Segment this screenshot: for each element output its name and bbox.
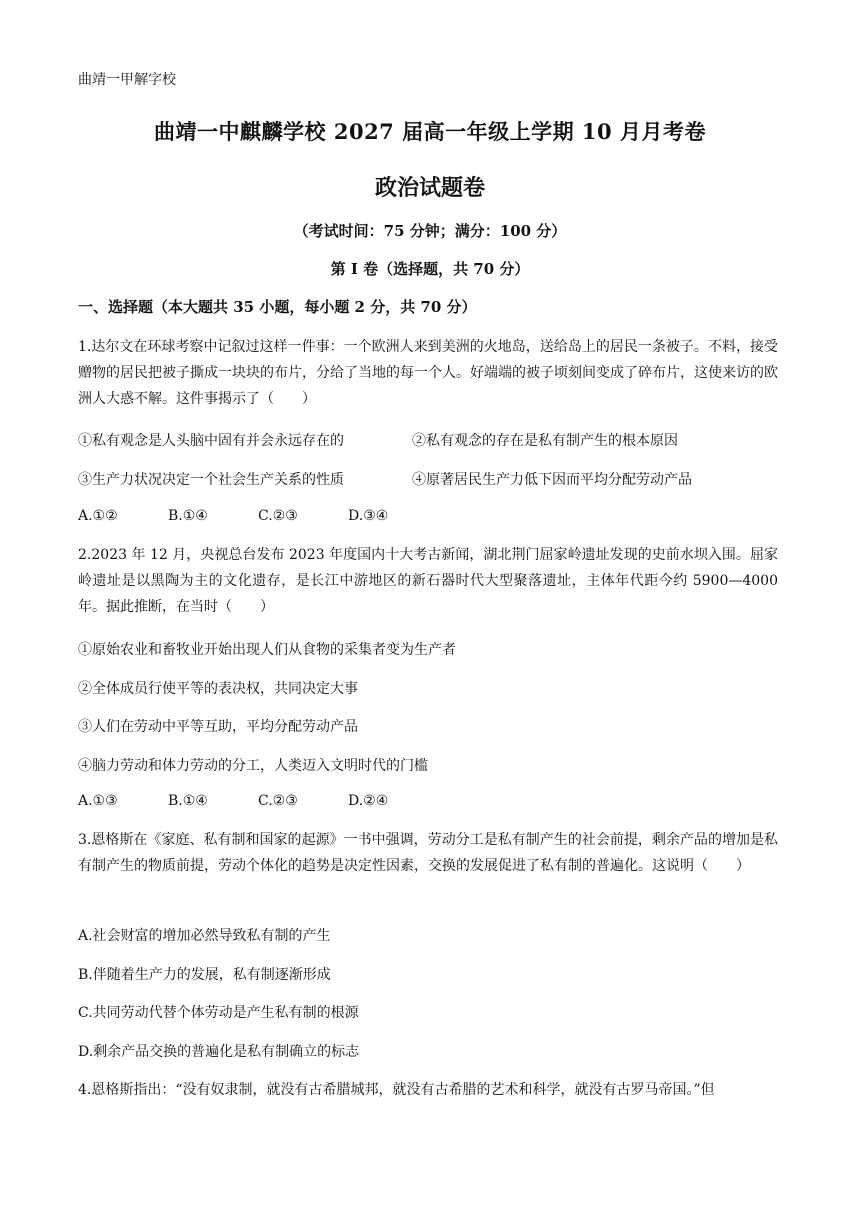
question-2-choices — [78, 793, 438, 809]
choice: C.②③ — [258, 508, 298, 524]
exam-info: （考试时间：75 分钟；满分：100 分） — [293, 222, 567, 240]
statement: ④脑力劳动和体力劳动的分工，人类迈入文明时代的门槛 — [78, 758, 428, 774]
question-3-stem: 3.恩格斯在《家庭、私有制和国家的起源》一书中强调，劳动分工是私有制产生的社会前提，剩余产品的增加是私有制产生的物质前提，劳动个体化的趋势是决定性因素，交换的发展促进了私有制的普遍化。这说明（ ） — [78, 832, 778, 874]
question-4-stem: 4.恩格斯指出：“没有奴隶制，就没有古希腊城邦，就没有古希腊的艺术和科学，就没有古罗马帝国。”但 — [78, 1082, 715, 1098]
question-1-statements-row-1 — [78, 430, 678, 450]
question-1-stem: 1.达尔文在环球考察中记叙过这样一件事：一个欧洲人来到美洲的火地岛，送给岛上的居民一条被子。不料，接受赠物的居民把被子撕成一块块的布片，分给了当地的每一个人。好端端的被子顷刻间变成了碎布片，这使来访的欧洲人大惑不解。这件事揭示了（ ） — [78, 339, 778, 407]
option: A.社会财富的增加必然导致私有制的产生 — [78, 928, 331, 944]
choice: B.①④ — [168, 793, 208, 809]
statement: ②全体成员行使平等的表决权，共同决定大事 — [78, 681, 358, 697]
exam-subtitle: 政治试题卷 — [374, 175, 485, 201]
option: D.剩余产品交换的普遍化是私有制确立的标志 — [78, 1044, 360, 1060]
question-2-stem: 2.2023 年 12 月，央视总台发布 2023 年度国内十大考古新闻，湖北荆门屈家岭遗址发现的史前水坝入围。屈家岭遗址是以黑陶为主的文化遗存，是长江中游地区的新石器时代大型聚落遗址，主体年代距今约 5900—4000 年。据此推断，在当时（ ） — [78, 547, 778, 615]
statement: ③生产力状况决定一个社会生产关系的性质 — [78, 472, 344, 488]
statement: ①原始农业和畜牧业开始出现人们从食物的采集者变为生产者 — [78, 642, 456, 658]
statement: ③人们在劳动中平等互助，平均分配劳动产品 — [78, 719, 358, 735]
choice: A.①③ — [78, 793, 118, 809]
choice: D.③④ — [348, 508, 389, 524]
school-name: 曲靖一甲解字校 — [78, 72, 176, 88]
statement: ①私有观念是人头脑中固有并会永远存在的 — [78, 433, 344, 449]
choice: C.②③ — [258, 793, 298, 809]
section-title: 一、选择题（本大题共 35 小题，每小题 2 分，共 70 分） — [78, 298, 477, 316]
part-title: 第 I 卷（选择题，共 70 分） — [330, 260, 530, 278]
statement: ②私有观念的存在是私有制产生的根本原因 — [412, 433, 678, 449]
choice: A.①② — [78, 508, 118, 524]
choice: D.②④ — [348, 793, 389, 809]
question-1-choices — [78, 508, 438, 524]
exam-title: 曲靖一中麒麟学校 2027 届高一年级上学期 10 月月考卷 — [154, 119, 706, 144]
question-1-statements-row-2 — [78, 469, 692, 489]
choice: B.①④ — [168, 508, 208, 524]
option: B.伴随着生产力的发展，私有制逐渐形成 — [78, 967, 331, 983]
option: C.共同劳动代替个体劳动是产生私有制的根源 — [78, 1005, 359, 1021]
statement: ④原著居民生产力低下因而平均分配劳动产品 — [412, 472, 692, 488]
